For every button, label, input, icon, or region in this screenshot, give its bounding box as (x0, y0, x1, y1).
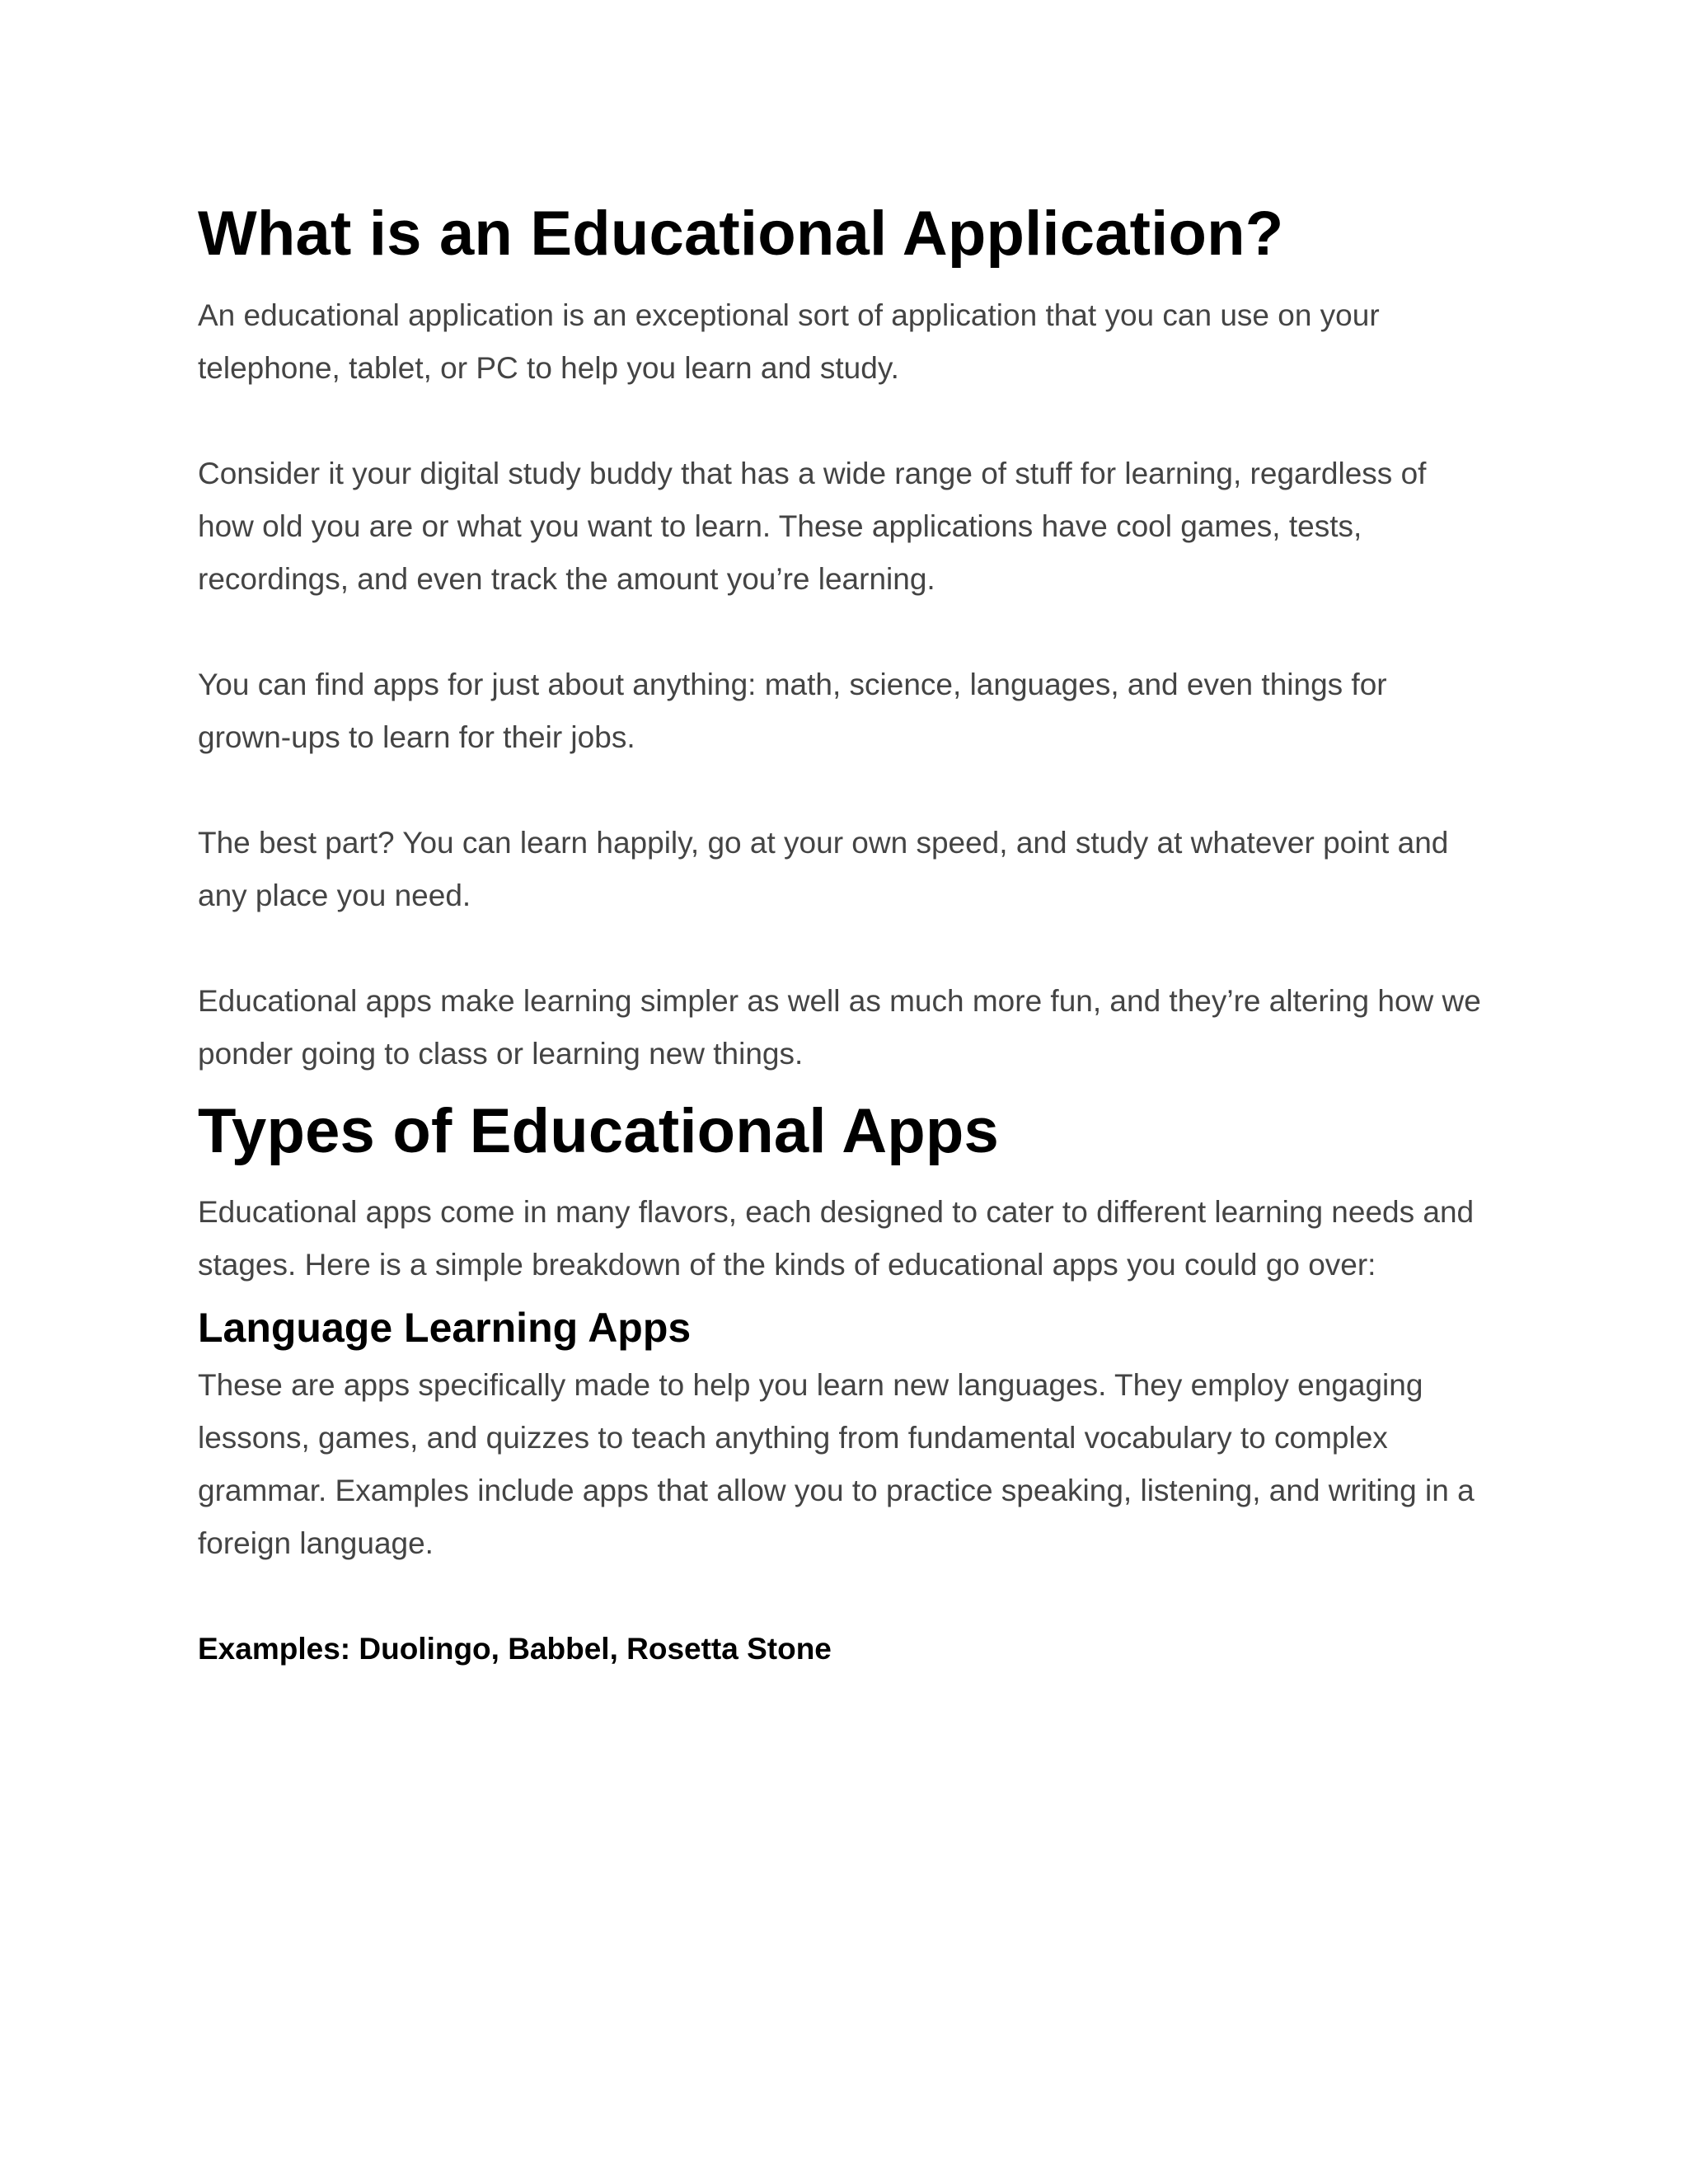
paragraph-best-part: The best part? You can learn happily, go at your own speed, and study at whatever point and any place you need. (198, 826, 1449, 913)
heading-what-is-educational-application: What is an Educational Application? (198, 199, 1284, 269)
paragraph-apps-for-anything: You can find apps for just about anything: math, science, languages, and even things for grown-ups to learn for their jobs. (198, 668, 1387, 755)
paragraph-learning-simpler: Educational apps make learning simpler as well as much more fun, and they’re altering how we ponder going to class or learning new things. (198, 984, 1481, 1071)
paragraph-types-intro: Educational apps come in many flavors, each designed to cater to different learning needs and stages. Here is a simple breakdown of the kinds of educational apps you could go over: (198, 1194, 1475, 1282)
paragraph-definition: An educational application is an exceptional sort of application that you can use on your telephone, tablet, or PC to help you learn and study. (198, 298, 1380, 386)
paragraph-language-learning: These are apps specifically made to help you learn new languages. They employ engaging lessons, games, and quizzes to teach anything from fundamental vocabulary to complex grammar. Examples include apps that allow you to practice speaking, listening, and writing in a foreign language. (198, 1367, 1475, 1560)
subheading-language-learning-apps: Language Learning Apps (198, 1304, 692, 1351)
heading-types-of-educational-apps: Types of Educational Apps (198, 1096, 999, 1167)
examples-language-apps: Examples: Duolingo, Babbel, Rosetta Stone (198, 1631, 832, 1666)
paragraph-study-buddy: Consider it your digital study buddy that has a wide range of stuff for learning, regardless of how old you are or what you want to learn. These applications have cool games, tests, recordings, and even track the amount you’re learning. (198, 457, 1427, 597)
document-content (198, 198, 1484, 1675)
